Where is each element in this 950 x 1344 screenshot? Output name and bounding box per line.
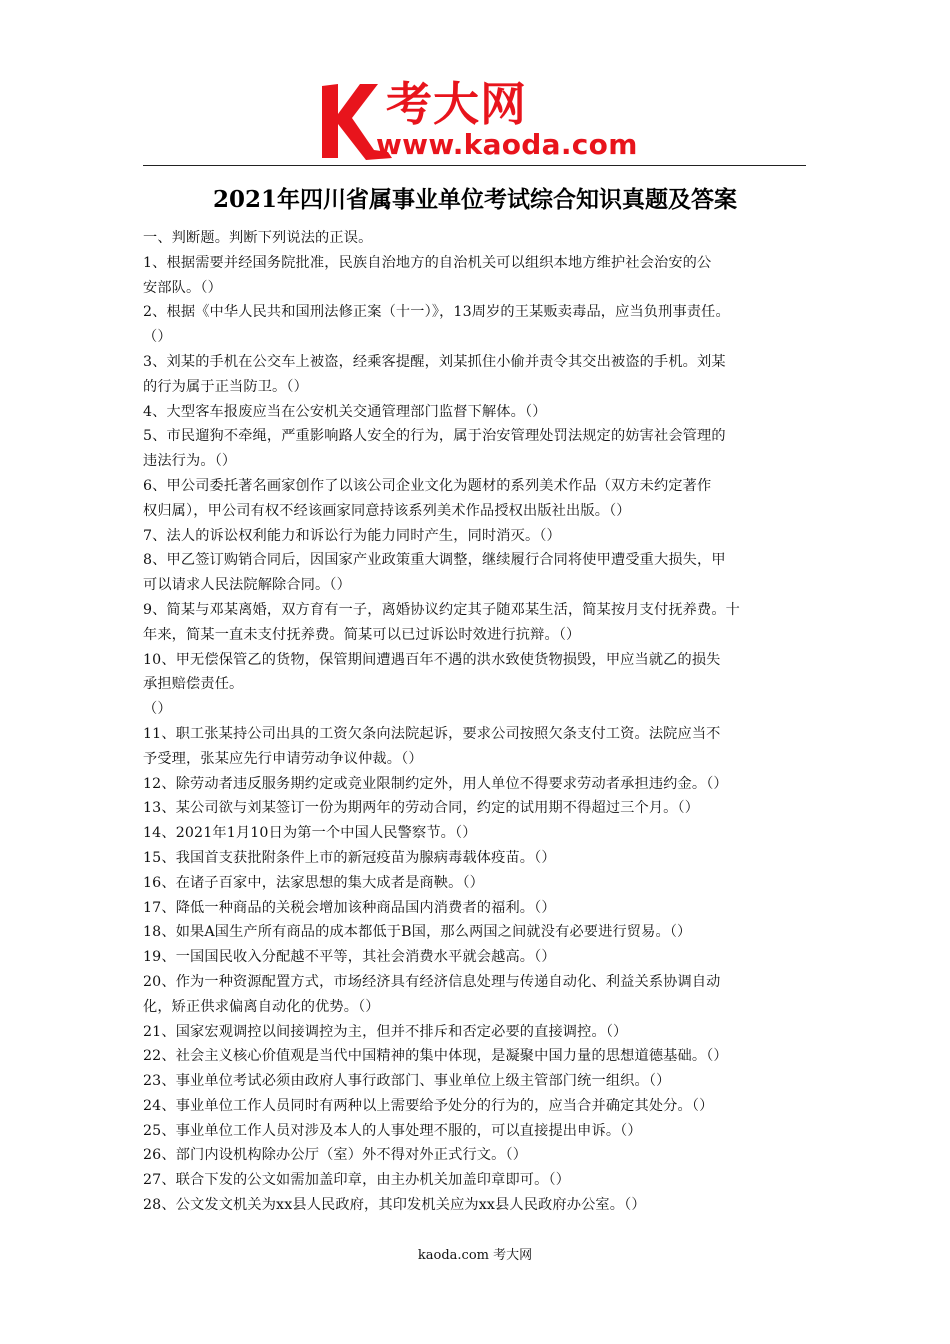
text-line: 24、事业单位工作人员同时有两种以上需要给予处分的行为的，应当合并确定其处分。（）	[143, 1097, 714, 1114]
text-line: 16、在诸子百家中，法家思想的集大成者是商鞅。（）	[143, 874, 485, 891]
logo-brand-text: 考大网	[386, 77, 527, 131]
text-line: 21、国家宏观调控以间接调控为主，但并不排斥和否定必要的直接调控。（）	[143, 1023, 628, 1040]
text-line: 8、甲乙签订购销合同后，因国家产业政策重大调整，继续履行合同将使甲遭受重大损失，甲	[143, 552, 726, 569]
text-line: （）	[143, 329, 172, 346]
site-logo	[318, 78, 648, 164]
text-line: 承担赔偿责任。	[143, 676, 244, 693]
text-line: 20、作为一种资源配置方式，市场经济具有经济信息处理与传递自动化、利益关系协调自动	[143, 973, 721, 990]
text-line: 27、联合下发的公文如需加盖印章，由主办机关加盖印章即可。（）	[143, 1172, 571, 1189]
text-line: 7、法人的诉讼权利能力和诉讼行为能力同时产生，同时消灭。（）	[143, 527, 561, 544]
text-line: 2、根据《中华人民共和国刑法修正案（十一）》，13周岁的王某贩卖毒品，应当负刑事责任。	[143, 304, 730, 321]
text-line: 违法行为。（）	[143, 453, 237, 470]
text-line: 予受理，张某应先行申请劳动争议仲裁。（）	[143, 750, 423, 767]
text-line: 22、社会主义核心价值观是当代中国精神的集中体现，是凝聚中国力量的思想道德基础。（）	[143, 1048, 728, 1065]
text-line: 25、事业单位工作人员对涉及本人的人事处理不服的，可以直接提出申诉。（）	[143, 1122, 642, 1139]
text-line: 11、职工张某持公司出具的工资欠条向法院起诉，要求公司按照欠条支付工资。法院应当不	[143, 725, 721, 742]
text-line: 18、如果A国生产所有商品的成本都低于B国，那么两国之间就没有必要进行贸易。（）	[143, 924, 692, 941]
text-line: 化，矫正供求偏离自动化的优势。（）	[143, 998, 380, 1015]
page-footer: kaoda.com 考大网	[417, 1248, 533, 1263]
text-line: 26、部门内设机构除办公厅（室）外不得对外正式行文。（）	[143, 1147, 528, 1164]
text-line: 年来，简某一直未支付抚养费。简某可以已过诉讼时效进行抗辩。（）	[143, 626, 581, 643]
logo-url-text: www.kaoda.com	[376, 128, 638, 161]
text-line: 权归属），甲公司有权不经该画家同意持该系列美术作品授权出版社出版。（）	[143, 502, 631, 519]
text-line: 3、刘某的手机在公交车上被盗，经乘客提醒，刘某抓住小偷并责令其交出被盗的手机。刘某	[143, 353, 726, 370]
text-line: 9、简某与邓某离婚，双方育有一子，离婚协议约定其子随邓某生活，简某按月支付抚养费。十	[143, 601, 741, 618]
text-line: 的行为属于正当防卫。（）	[143, 378, 308, 395]
text-line: 15、我国首支获批附条件上市的新冠疫苗为腺病毒载体疫苗。（）	[143, 849, 556, 866]
header-divider	[143, 165, 806, 166]
text-line: 一、判断题。判断下列说法的正误。	[143, 230, 373, 246]
text-line: 安部队。（）	[143, 279, 222, 296]
text-line: 1、根据需要并经国务院批准，民族自治地方的自治机关可以组织本地方维护社会治安的公	[143, 254, 712, 271]
page-title: 2021年四川省属事业单位考试综合知识真题及答案	[212, 186, 737, 213]
text-line: 10、甲无偿保管乙的货物，保管期间遭遇百年不遇的洪水致使货物损毁，甲应当就乙的损失	[143, 651, 721, 668]
question-list	[143, 226, 808, 1218]
text-line: （）	[143, 701, 172, 718]
text-line: 28、公文发文机关为xx县人民政府，其印发机关应为xx县人民政府办公室。（）	[143, 1197, 646, 1214]
text-line: 4、大型客车报废应当在公安机关交通管理部门监督下解体。（）	[143, 403, 547, 420]
text-line: 12、除劳动者违反服务期约定或竞业限制约定外，用人单位不得要求劳动者承担违约金。（）	[143, 775, 728, 792]
text-line: 6、甲公司委托著名画家创作了以该公司企业文化为题材的系列美术作品（双方未约定著作	[143, 477, 712, 494]
text-line: 5、市民遛狗不牵绳，严重影响路人安全的行为，属于治安管理处罚法规定的妨害社会管理的	[143, 428, 726, 445]
text-line: 14、2021年1月10日为第一个中国人民警察节。（）	[143, 825, 477, 842]
text-line: 19、一国国民收入分配越不平等，其社会消费水平就会越高。（）	[143, 949, 556, 966]
text-line: 23、事业单位考试必须由政府人事行政部门、事业单位上级主管部门统一组织。（）	[143, 1073, 671, 1090]
text-line: 17、降低一种商品的关税会增加该种商品国内消费者的福利。（）	[143, 899, 556, 916]
text-line: 可以请求人民法院解除合同。（）	[143, 577, 351, 594]
text-line: 13、某公司欲与刘某签订一份为期两年的劳动合同，约定的试用期不得超过三个月。（）	[143, 800, 700, 817]
